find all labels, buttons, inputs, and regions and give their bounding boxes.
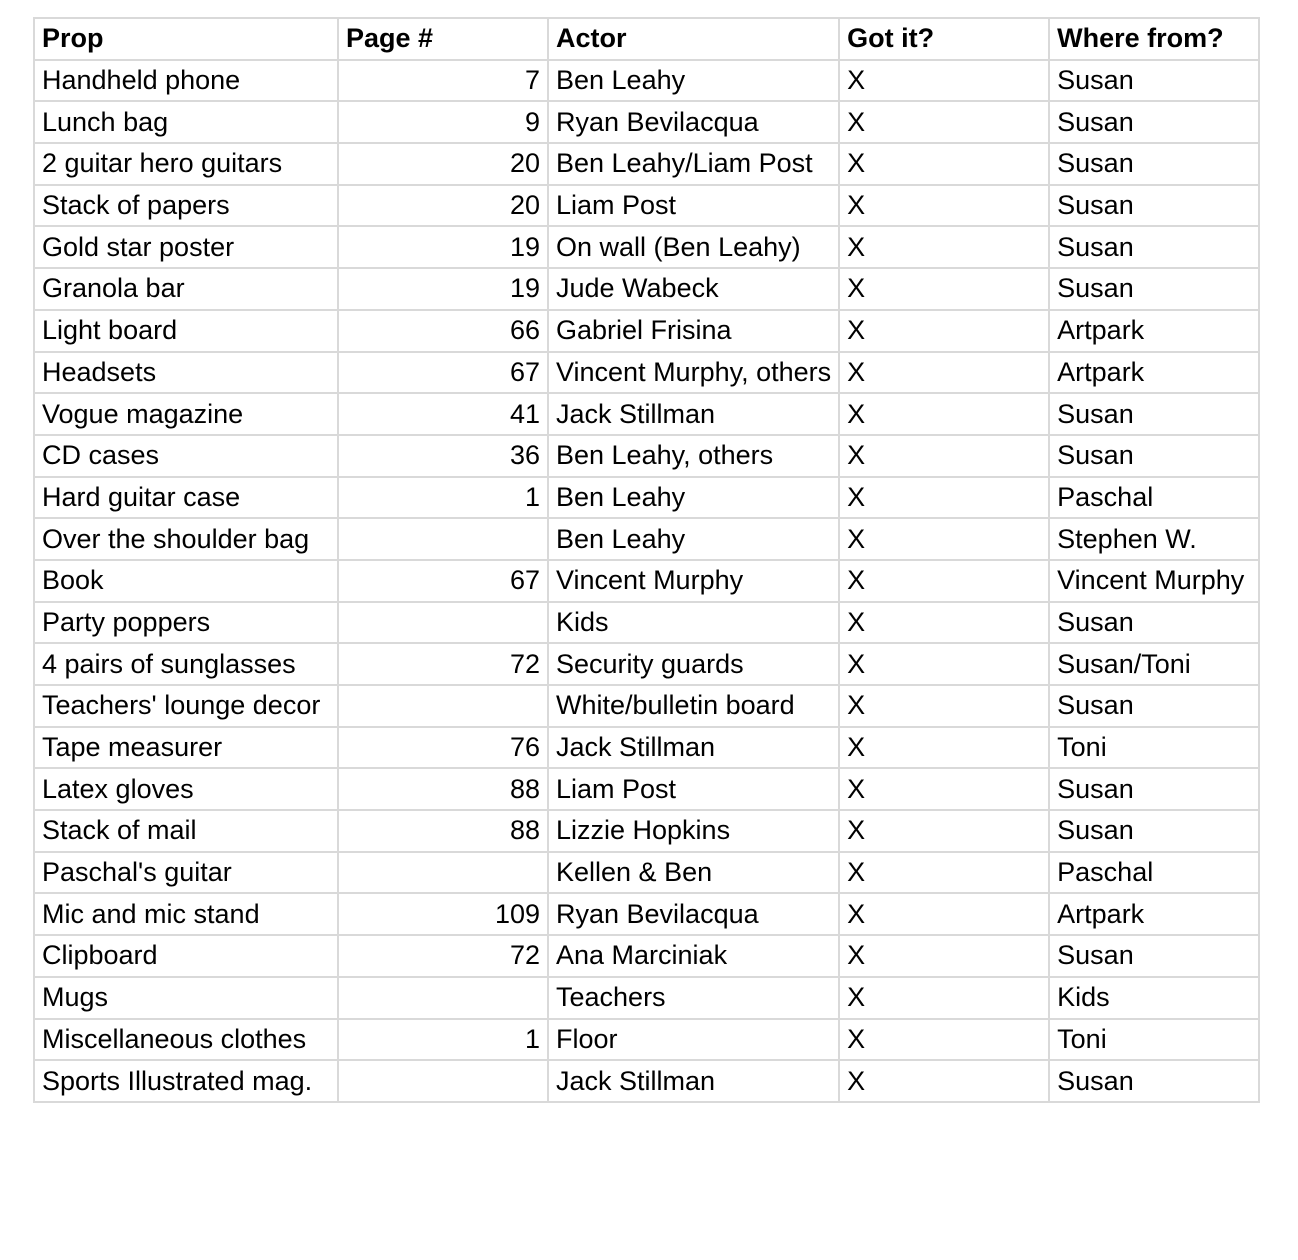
cell-page-number[interactable]: 109 (338, 893, 548, 935)
cell-prop[interactable]: Vogue magazine (34, 393, 338, 435)
table-row (34, 435, 1259, 477)
cell-prop[interactable]: 2 guitar hero guitars (34, 143, 338, 185)
table-row (34, 810, 1259, 852)
cell-prop[interactable]: Handheld phone (34, 60, 338, 102)
cell-where-from[interactable]: Paschal (1049, 852, 1259, 894)
cell-actor[interactable]: Teachers (548, 977, 839, 1019)
cell-prop[interactable]: Miscellaneous clothes (34, 1019, 338, 1061)
cell-page-number[interactable]: 76 (338, 727, 548, 769)
cell-prop[interactable]: Sports Illustrated mag. (34, 1060, 338, 1102)
table-row (34, 352, 1259, 394)
cell-got-it[interactable]: X (839, 685, 1049, 727)
cell-where-from[interactable]: Toni (1049, 1019, 1259, 1061)
cell-page-number[interactable] (338, 685, 548, 727)
cell-prop[interactable]: Stack of papers (34, 185, 338, 227)
cell-prop[interactable]: Hard guitar case (34, 477, 338, 519)
cell-where-from[interactable]: Stephen W. (1049, 518, 1259, 560)
cell-where-from[interactable]: Susan (1049, 685, 1259, 727)
cell-got-it[interactable]: X (839, 935, 1049, 977)
cell-prop[interactable]: Gold star poster (34, 226, 338, 268)
cell-prop[interactable]: Headsets (34, 352, 338, 394)
cell-prop[interactable]: Paschal's guitar (34, 852, 338, 894)
header-row (34, 18, 1259, 60)
cell-actor[interactable]: Gabriel Frisina (548, 310, 839, 352)
cell-got-it[interactable]: X (839, 893, 1049, 935)
cell-got-it[interactable]: X (839, 768, 1049, 810)
cell-got-it[interactable]: X (839, 393, 1049, 435)
cell-prop[interactable]: Clipboard (34, 935, 338, 977)
cell-actor[interactable]: Security guards (548, 643, 839, 685)
cell-got-it[interactable]: X (839, 310, 1049, 352)
cell-prop[interactable]: Party poppers (34, 602, 338, 644)
header-where-from[interactable]: Where from? (1049, 18, 1259, 60)
cell-got-it[interactable]: X (839, 477, 1049, 519)
cell-where-from[interactable]: Susan (1049, 602, 1259, 644)
cell-where-from[interactable]: Susan (1049, 935, 1259, 977)
cell-where-from[interactable]: Paschal (1049, 477, 1259, 519)
cell-got-it[interactable]: X (839, 602, 1049, 644)
cell-actor[interactable]: Ben Leahy (548, 518, 839, 560)
cell-page-number[interactable] (338, 1060, 548, 1102)
cell-got-it[interactable]: X (839, 143, 1049, 185)
cell-actor[interactable]: White/bulletin board (548, 685, 839, 727)
cell-page-number[interactable]: 88 (338, 768, 548, 810)
cell-where-from[interactable]: Susan (1049, 435, 1259, 477)
table-row (34, 893, 1259, 935)
table-row (34, 1060, 1259, 1102)
cell-where-from[interactable]: Susan (1049, 60, 1259, 102)
cell-prop[interactable]: Latex gloves (34, 768, 338, 810)
table-row (34, 477, 1259, 519)
cell-page-number[interactable]: 19 (338, 268, 548, 310)
cell-actor[interactable]: On wall (Ben Leahy) (548, 226, 839, 268)
cell-actor[interactable]: Ryan Bevilacqua (548, 893, 839, 935)
cell-page-number[interactable] (338, 602, 548, 644)
cell-where-from[interactable]: Susan (1049, 393, 1259, 435)
cell-actor[interactable]: Liam Post (548, 768, 839, 810)
cell-where-from[interactable]: Susan (1049, 143, 1259, 185)
table-row (34, 602, 1259, 644)
cell-page-number[interactable]: 72 (338, 935, 548, 977)
cell-page-number[interactable]: 7 (338, 60, 548, 102)
cell-prop[interactable]: CD cases (34, 435, 338, 477)
header-prop[interactable]: Prop (34, 18, 338, 60)
table-row (34, 60, 1259, 102)
cell-prop[interactable]: Lunch bag (34, 101, 338, 143)
cell-page-number[interactable] (338, 518, 548, 560)
table-row (34, 560, 1259, 602)
cell-where-from[interactable]: Vincent Murphy (1049, 560, 1259, 602)
cell-actor[interactable]: Ben Leahy (548, 60, 839, 102)
cell-page-number[interactable]: 67 (338, 560, 548, 602)
cell-got-it[interactable]: X (839, 977, 1049, 1019)
cell-prop[interactable]: Stack of mail (34, 810, 338, 852)
cell-actor[interactable]: Jack Stillman (548, 1060, 839, 1102)
cell-got-it[interactable]: X (839, 1060, 1049, 1102)
cell-page-number[interactable]: 19 (338, 226, 548, 268)
table-row (34, 643, 1259, 685)
table-row (34, 768, 1259, 810)
cell-page-number[interactable]: 1 (338, 1019, 548, 1061)
cell-where-from[interactable]: Kids (1049, 977, 1259, 1019)
cell-where-from[interactable]: Susan/Toni (1049, 643, 1259, 685)
cell-actor[interactable]: Ben Leahy (548, 477, 839, 519)
cell-got-it[interactable]: X (839, 226, 1049, 268)
cell-actor[interactable]: Lizzie Hopkins (548, 810, 839, 852)
table-row (34, 393, 1259, 435)
cell-where-from[interactable]: Susan (1049, 268, 1259, 310)
cell-where-from[interactable]: Artpark (1049, 310, 1259, 352)
cell-prop[interactable]: Over the shoulder bag (34, 518, 338, 560)
cell-actor[interactable]: Jude Wabeck (548, 268, 839, 310)
cell-actor[interactable]: Liam Post (548, 185, 839, 227)
cell-prop[interactable]: Tape measurer (34, 727, 338, 769)
cell-where-from[interactable]: Susan (1049, 101, 1259, 143)
cell-page-number[interactable]: 41 (338, 393, 548, 435)
table-row (34, 518, 1259, 560)
cell-got-it[interactable]: X (839, 435, 1049, 477)
cell-actor[interactable]: Floor (548, 1019, 839, 1061)
cell-prop[interactable]: 4 pairs of sunglasses (34, 643, 338, 685)
cell-got-it[interactable]: X (839, 810, 1049, 852)
cell-got-it[interactable]: X (839, 643, 1049, 685)
table-body (34, 60, 1259, 1102)
cell-got-it[interactable]: X (839, 60, 1049, 102)
cell-page-number[interactable]: 72 (338, 643, 548, 685)
cell-where-from[interactable]: Susan (1049, 226, 1259, 268)
cell-prop[interactable]: Teachers' lounge decor (34, 685, 338, 727)
cell-where-from[interactable]: Susan (1049, 768, 1259, 810)
cell-got-it[interactable]: X (839, 852, 1049, 894)
cell-page-number[interactable]: 1 (338, 477, 548, 519)
cell-got-it[interactable]: X (839, 268, 1049, 310)
cell-got-it[interactable]: X (839, 185, 1049, 227)
cell-prop[interactable]: Light board (34, 310, 338, 352)
table-row (34, 935, 1259, 977)
cell-actor[interactable]: Jack Stillman (548, 727, 839, 769)
cell-page-number[interactable]: 67 (338, 352, 548, 394)
table-row (34, 185, 1259, 227)
cell-page-number[interactable]: 88 (338, 810, 548, 852)
cell-where-from[interactable]: Susan (1049, 1060, 1259, 1102)
cell-where-from[interactable]: Susan (1049, 810, 1259, 852)
cell-prop[interactable]: Granola bar (34, 268, 338, 310)
cell-prop[interactable]: Book (34, 560, 338, 602)
cell-got-it[interactable]: X (839, 1019, 1049, 1061)
cell-page-number[interactable] (338, 852, 548, 894)
table-row (34, 727, 1259, 769)
cell-got-it[interactable]: X (839, 727, 1049, 769)
cell-page-number[interactable]: 9 (338, 101, 548, 143)
cell-got-it[interactable]: X (839, 560, 1049, 602)
cell-prop[interactable]: Mic and mic stand (34, 893, 338, 935)
table-row (34, 268, 1259, 310)
cell-actor[interactable]: Vincent Murphy, others (548, 352, 839, 394)
cell-got-it[interactable]: X (839, 518, 1049, 560)
header-got-it[interactable]: Got it? (839, 18, 1049, 60)
cell-actor[interactable]: Ben Leahy/Liam Post (548, 143, 839, 185)
cell-where-from[interactable]: Susan (1049, 185, 1259, 227)
cell-actor[interactable]: Kellen & Ben (548, 852, 839, 894)
cell-actor[interactable]: Ben Leahy, others (548, 435, 839, 477)
cell-page-number[interactable]: 20 (338, 185, 548, 227)
cell-where-from[interactable]: Artpark (1049, 352, 1259, 394)
cell-prop[interactable]: Mugs (34, 977, 338, 1019)
cell-page-number[interactable]: 36 (338, 435, 548, 477)
props-table (33, 17, 1260, 1103)
cell-got-it[interactable]: X (839, 101, 1049, 143)
cell-actor[interactable]: Ana Marciniak (548, 935, 839, 977)
table-row (34, 852, 1259, 894)
cell-got-it[interactable]: X (839, 352, 1049, 394)
cell-page-number[interactable] (338, 977, 548, 1019)
table-row (34, 685, 1259, 727)
cell-where-from[interactable]: Artpark (1049, 893, 1259, 935)
table-row (34, 310, 1259, 352)
cell-page-number[interactable]: 66 (338, 310, 548, 352)
table-row (34, 101, 1259, 143)
cell-actor[interactable]: Jack Stillman (548, 393, 839, 435)
header-page[interactable]: Page # (338, 18, 548, 60)
table-row (34, 226, 1259, 268)
table-row (34, 977, 1259, 1019)
header-actor[interactable]: Actor (548, 18, 839, 60)
table-row (34, 143, 1259, 185)
cell-where-from[interactable]: Toni (1049, 727, 1259, 769)
cell-page-number[interactable]: 20 (338, 143, 548, 185)
cell-actor[interactable]: Vincent Murphy (548, 560, 839, 602)
cell-actor[interactable]: Ryan Bevilacqua (548, 101, 839, 143)
cell-actor[interactable]: Kids (548, 602, 839, 644)
table-row (34, 1019, 1259, 1061)
